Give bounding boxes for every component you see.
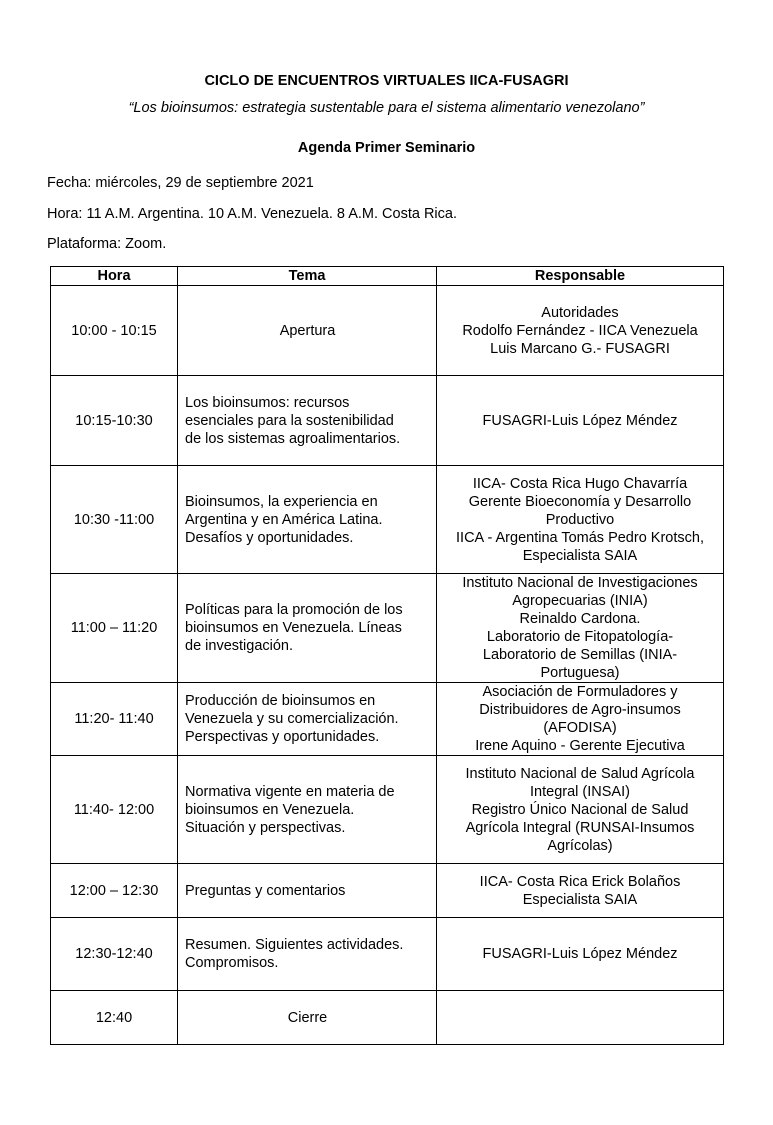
tema-line: de los sistemas agroalimentarios. xyxy=(185,430,401,447)
tema-line: de investigación. xyxy=(185,638,294,654)
meta-hora: Hora: 11 A.M. Argentina. 10 A.M. Venezuela. 8 A.M. Costa Rica. xyxy=(47,206,457,222)
responsable-line: Agropecuarias (INIA) xyxy=(512,593,648,609)
cell-tema xyxy=(178,864,437,918)
tema-line: Normativa vigente en materia de xyxy=(185,783,395,800)
cell-tema xyxy=(178,376,437,466)
responsable-line: FUSAGRI-Luis López Méndez xyxy=(482,946,678,962)
cell-tema xyxy=(178,918,437,991)
cell-tema xyxy=(178,991,437,1045)
cell-responsable xyxy=(437,466,724,574)
cell-responsable xyxy=(437,683,724,756)
cell-responsable xyxy=(437,756,724,864)
cell-responsable xyxy=(437,574,724,683)
cell-hora: 12:40 xyxy=(51,991,178,1045)
responsable-line: Especialista SAIA xyxy=(522,891,638,908)
tema-line: Cierre xyxy=(287,1009,328,1026)
table-row xyxy=(51,918,724,991)
responsable-line: Autoridades xyxy=(541,304,619,321)
document-subtitle: “Los bioinsumos: estrategia sustentable para el sistema alimentario venezolano” xyxy=(128,100,645,116)
responsable-line: Integral (INSAI) xyxy=(530,783,630,800)
tema-line: Compromisos. xyxy=(185,955,279,971)
tema-line: Perspectivas y oportunidades. xyxy=(185,729,380,745)
tema-line: Producción de bioinsumos en xyxy=(185,693,376,709)
cell-hora: 10:15-10:30 xyxy=(51,376,178,466)
cell-tema xyxy=(178,286,437,376)
table-row xyxy=(51,376,724,466)
tema-line: bioinsumos en Venezuela. xyxy=(185,801,355,818)
responsable-line: Instituto Nacional de Salud Agrícola xyxy=(465,765,695,782)
tema-line: Argentina y en América Latina. xyxy=(185,511,383,528)
cell-responsable xyxy=(437,376,724,466)
meta-fecha: Fecha: miércoles, 29 de septiembre 2021 xyxy=(47,175,314,191)
cell-tema xyxy=(178,466,437,574)
cell-tema xyxy=(178,756,437,864)
tema-line: Desafíos y oportunidades. xyxy=(185,529,354,546)
tema-line: Apertura xyxy=(279,322,336,339)
responsable-line: Distribuidores de Agro-insumos xyxy=(479,702,681,718)
responsable-line: Irene Aquino - Gerente Ejecutiva xyxy=(475,738,685,754)
responsable-line: Especialista SAIA xyxy=(522,547,638,564)
responsable-line: Asociación de Formuladores y xyxy=(482,684,678,700)
table-row xyxy=(51,574,724,683)
responsable-line: IICA - Argentina Tomás Pedro Krotsch, xyxy=(456,529,704,546)
table-header-row xyxy=(51,267,724,286)
responsable-line: IICA- Costa Rica Hugo Chavarría xyxy=(472,475,688,492)
cell-tema xyxy=(178,574,437,683)
responsable-line: Gerente Bioeconomía y Desarrollo xyxy=(468,493,692,510)
responsable-line: Laboratorio de Semillas (INIA- xyxy=(482,647,678,663)
tema-line: Preguntas y comentarios xyxy=(185,882,346,899)
header-hora: Hora xyxy=(51,267,178,286)
agenda-heading: Agenda Primer Seminario xyxy=(297,140,476,156)
tema-line: Bioinsumos, la experiencia en xyxy=(185,493,378,510)
table-row xyxy=(51,864,724,918)
meta-plataforma: Plataforma: Zoom. xyxy=(47,236,167,252)
responsable-line: (AFODISA) xyxy=(543,720,617,736)
responsable-line: Agrícolas) xyxy=(547,837,613,854)
tema-line: bioinsumos en Venezuela. Líneas xyxy=(185,620,402,636)
table-row xyxy=(51,286,724,376)
responsable-line: IICA- Costa Rica Erick Bolaños xyxy=(479,873,681,890)
cell-hora: 10:30 -11:00 xyxy=(51,466,178,574)
responsable-line: Registro Único Nacional de Salud xyxy=(471,801,689,818)
responsable-line: Reinaldo Cardona. xyxy=(519,611,641,627)
document-title: CICLO DE ENCUENTROS VIRTUALES IICA-FUSAGRI xyxy=(204,73,569,89)
agenda-table xyxy=(50,266,724,1045)
tema-line: Venezuela y su comercialización. xyxy=(185,711,399,727)
tema-line: esenciales para la sostenibilidad xyxy=(185,412,394,429)
cell-hora: 12:00 – 12:30 xyxy=(51,864,178,918)
cell-responsable xyxy=(437,991,724,1045)
cell-responsable xyxy=(437,918,724,991)
table-row xyxy=(51,683,724,756)
cell-tema xyxy=(178,683,437,756)
cell-responsable xyxy=(437,286,724,376)
tema-line: Resumen. Siguientes actividades. xyxy=(185,937,404,953)
responsable-line: Instituto Nacional de Investigaciones xyxy=(462,575,698,591)
cell-hora: 10:00 - 10:15 xyxy=(51,286,178,376)
responsable-line: Laboratorio de Fitopatología- xyxy=(486,629,674,645)
cell-responsable xyxy=(437,864,724,918)
responsable-line: Portuguesa) xyxy=(540,665,620,681)
tema-line: Situación y perspectivas. xyxy=(185,819,346,836)
cell-hora: 11:40- 12:00 xyxy=(51,756,178,864)
responsable-line: Luis Marcano G.- FUSAGRI xyxy=(490,340,670,357)
table-row xyxy=(51,991,724,1045)
cell-hora: 11:20- 11:40 xyxy=(51,683,178,756)
cell-hora: 12:30-12:40 xyxy=(51,918,178,991)
header-tema: Tema xyxy=(178,267,437,286)
cell-hora: 11:00 – 11:20 xyxy=(51,574,178,683)
tema-line: Políticas para la promoción de los xyxy=(185,602,403,618)
responsable-line: Productivo xyxy=(545,511,615,528)
table-row xyxy=(51,466,724,574)
responsable-line: Rodolfo Fernández - IICA Venezuela xyxy=(462,322,698,339)
responsable-line: Agrícola Integral (RUNSAI-Insumos xyxy=(465,819,695,836)
header-responsable: Responsable xyxy=(437,267,724,286)
table-row xyxy=(51,756,724,864)
tema-line: Los bioinsumos: recursos xyxy=(185,394,350,411)
responsable-line: FUSAGRI-Luis López Méndez xyxy=(482,412,678,429)
